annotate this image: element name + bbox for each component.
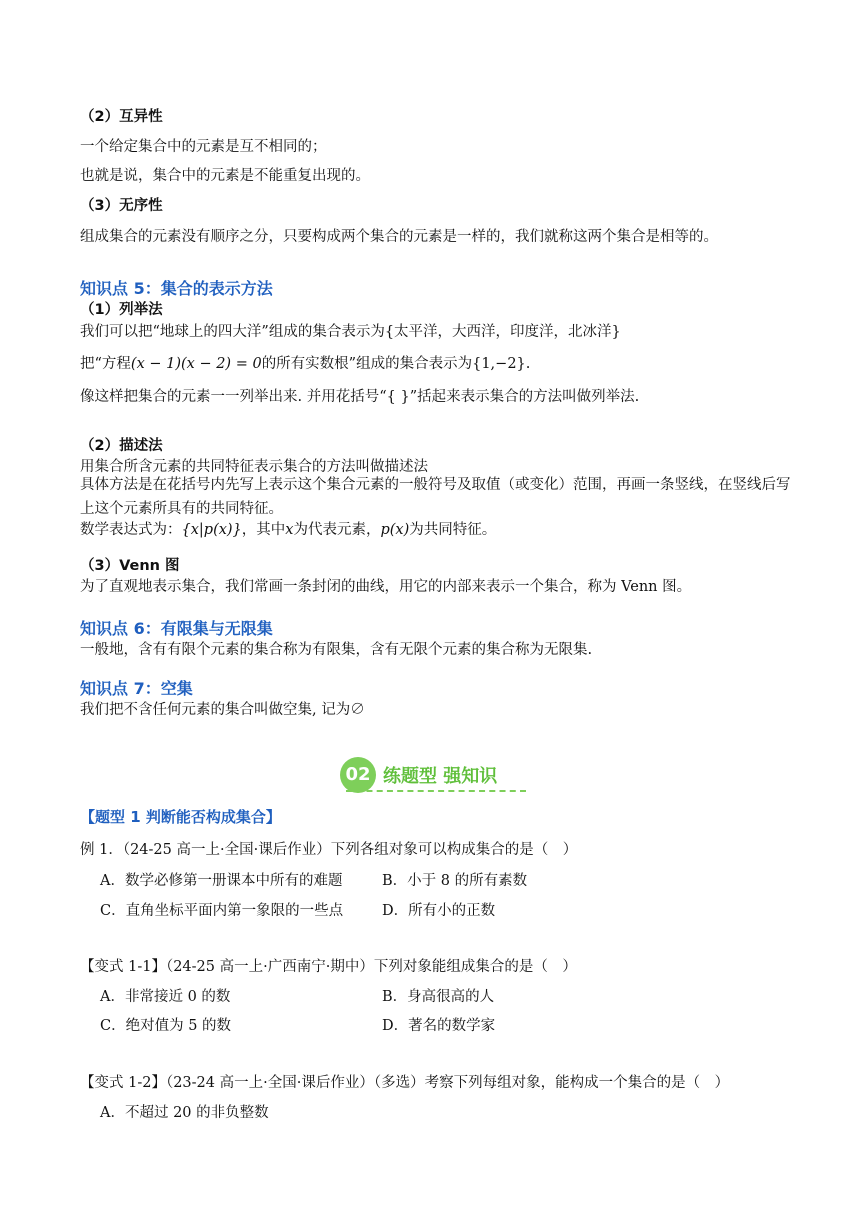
text-span: 的所有实数根”组成的集合表示为	[261, 356, 473, 372]
set-expression: {太平洋，大西洋，印度洋，北冰洋}	[384, 324, 621, 340]
variant-1-2-stem: 【变式 1-2】（23-24 高一上·全国·课后作业）（多选）考察下列每组对象，能构成一个集合的是（ ）	[80, 1075, 730, 1091]
section-banner-title: 练题型 强知识	[383, 766, 498, 787]
paragraph-line: 为了直观地表示集合，我们常画一条封闭的曲线，用它的内部来表示一个集合，称为 Venn 图。	[80, 579, 692, 595]
paragraph-line: 用集合所含元素的共同特征表示集合的方法叫做描述法	[80, 459, 428, 475]
option-c: C．直角坐标平面内第一象限的一些点	[100, 903, 344, 919]
variant-1-1-stem: 【变式 1-1】（24-25 高一上·广西南宁·期中）下列对象能组成集合的是（ ）	[80, 959, 577, 975]
text-span: .	[525, 356, 531, 372]
paragraph-line: 我们把不含任何元素的集合叫做空集, 记为∅	[80, 702, 365, 718]
text-span: 把“方程	[80, 356, 131, 372]
text-span: 为代表元素，	[293, 522, 381, 538]
example-1-stem: 例 1．（24-25 高一上·全国·课后作业）下列各组对象可以构成集合的是（ ）	[80, 842, 578, 858]
option-a: A．非常接近 0 的数	[100, 989, 231, 1005]
knowledge-point-7-title: 知识点 7：空集	[80, 679, 193, 698]
paragraph-line	[80, 352, 530, 373]
subheading-venn: （3）Venn 图	[80, 558, 180, 574]
paragraph-line	[80, 320, 621, 341]
set-builder-expression: {x|p(x)}	[181, 522, 242, 538]
paragraph-block: 具体方法是在花括号内先写上表示这个集合元素的一般符号及取值（或变化）范围，再画一条竖线，在竖线后写上这个元素所具有的共同特征。	[80, 477, 791, 517]
option-c: C．绝对值为 5 的数	[100, 1018, 232, 1034]
paragraph-line: 组成集合的元素没有顺序之分，只要构成两个集合的元素是一样的，我们就称这两个集合是相等的。	[80, 229, 718, 245]
banner-dashed-divider	[346, 790, 526, 792]
set-expression: {1,−2}	[472, 356, 526, 372]
equation: (x − 1)(x − 2) = 0	[130, 356, 262, 372]
option-b: B．小于 8 的所有素数	[382, 873, 528, 889]
subheading-distinctness: （2）互异性	[80, 109, 163, 125]
text-span: ，其中	[241, 522, 286, 538]
subheading-description: （2）描述法	[80, 438, 163, 454]
subheading-enumeration: （1）列举法	[80, 302, 163, 318]
subheading-unordered: （3）无序性	[80, 198, 163, 214]
question-type-1-title: 【题型 1 判断能否构成集合】	[80, 808, 281, 826]
paragraph-line: 一般地，含有有限个元素的集合称为有限集，含有无限个元素的集合称为无限集.	[80, 642, 593, 658]
option-d: D．著名的数学家	[382, 1018, 496, 1034]
option-d: D．所有小的正数	[382, 903, 496, 919]
text-span: 我们可以把“地球上的四大洋”组成的集合表示为	[80, 324, 385, 340]
knowledge-point-6-title: 知识点 6：有限集与无限集	[80, 619, 273, 638]
variable-x: x	[285, 522, 294, 538]
text-span: 为共同特征。	[409, 522, 497, 538]
option-a: A．数学必修第一册课本中所有的难题	[100, 873, 343, 889]
paragraph-line: 像这样把集合的元素一一列举出来. 并用花括号“{ }”括起来表示集合的方法叫做列举法.	[80, 389, 640, 405]
predicate-px: p(x)	[380, 522, 410, 538]
paragraph-line: 一个给定集合中的元素是互不相同的；	[80, 139, 327, 155]
paragraph-line: 也就是说，集合中的元素是不能重复出现的。	[80, 168, 370, 184]
knowledge-point-5-title: 知识点 5：集合的表示方法	[80, 279, 273, 298]
option-b: B．身高很高的人	[382, 989, 495, 1005]
paragraph-line	[80, 518, 496, 539]
text-span: 数学表达式为：	[80, 522, 182, 538]
option-a: A．不超过 20 的非负整数	[100, 1105, 269, 1121]
section-number-badge: 02	[340, 757, 376, 793]
